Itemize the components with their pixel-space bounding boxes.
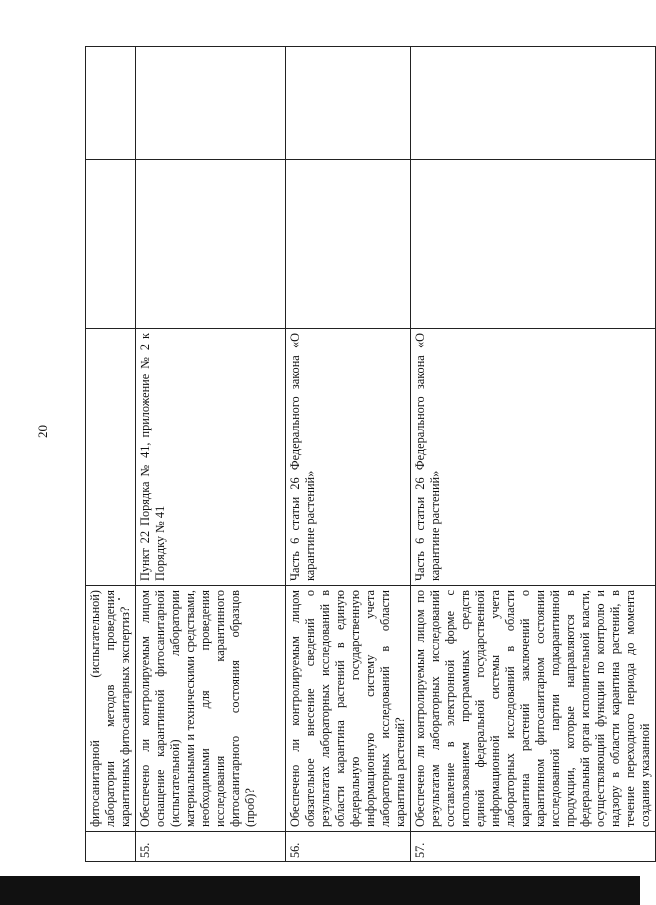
table-row [411, 47, 656, 862]
reference-cell [86, 329, 136, 586]
reference-cell: Часть 6 статьи 26 Федерального закона «О карантине растений» [286, 329, 411, 586]
requirement-cell: Обеспечено ли контролируемым лицом оснащение карантинной фитосанитарной (испытательной) лаборатории материальными и техническими средствами, необходимыми для проведения исследования карантинного фитосанитарного состояния образцов (проб)? [136, 586, 286, 832]
requirement-cell: Обеспечено ли контролируемым лицом по результатам лабораторных исследований составление в электронной форме с использованием программных средств единой федеральной государственной информационной системы учета лабораторных исследований в области карантина растений заключений о карантинном фитосанитарном состоянии исследованной партии подкарантинной продукции, которые направляются в федеральный орган исполнительной власти, осуществляющий функции по контролю и надзору в области карантина растений, в течение переходного периода до момента создания указанной [411, 586, 656, 832]
answer-cell [136, 160, 286, 329]
answer-cell [411, 160, 656, 329]
note-cell [286, 47, 411, 160]
table-row [286, 47, 411, 862]
page-number: 20 [35, 425, 50, 438]
rotated-page-content [85, 60, 652, 862]
table-row [86, 47, 136, 862]
answer-cell [86, 160, 136, 329]
note-cell [136, 47, 286, 160]
reference-cell: Часть 6 статьи 26 Федерального закона «О карантине растений» [411, 329, 656, 586]
requirement-cell: Обеспечено ли контролируемым лицом обязательное внесение сведений о результатах лабораторных исследований в области карантина растений в единую федеральную государственную информационную систему учета лабораторных исследований в области карантина растений? [286, 586, 411, 832]
table-row [136, 47, 286, 862]
requirement-cell: фитосанитарной (испытательной) лаборатории методов проведения карантинных фитосанитарных экспертиз? [86, 586, 136, 832]
scan-footer-bar [0, 876, 640, 905]
checklist-table [85, 46, 656, 862]
note-cell [86, 47, 136, 160]
answer-cell [286, 160, 411, 329]
row-number: 56. [286, 832, 411, 862]
row-number: 57. [411, 832, 656, 862]
reference-cell: Пункт 22 Порядка № 41, приложение № 2 к Порядку № 41 [136, 329, 286, 586]
row-number [86, 832, 136, 862]
row-number: 55. [136, 832, 286, 862]
note-cell [411, 47, 656, 160]
